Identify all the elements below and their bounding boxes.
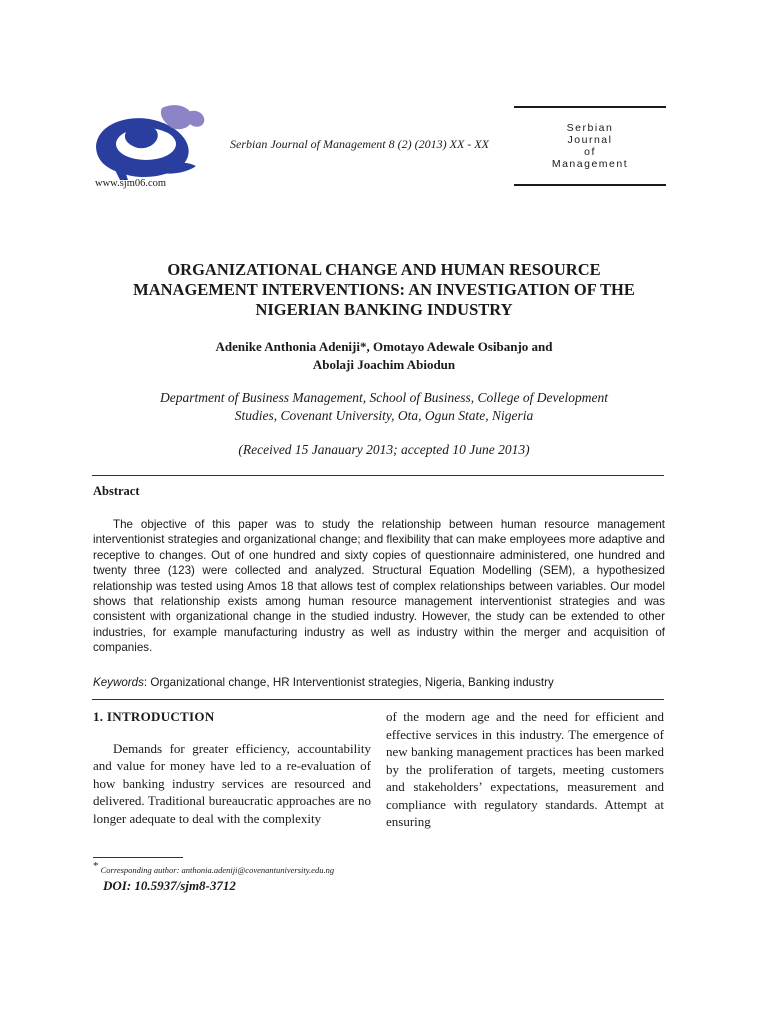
title-line: ORGANIZATIONAL CHANGE AND HUMAN RESOURCE: [167, 260, 601, 279]
journal-box-line: Journal: [567, 134, 613, 146]
left-column: [93, 708, 371, 827]
abstract-top-rule: [92, 475, 664, 476]
intro-paragraph: Demands for greater efficiency, accountability and value for money have led to a re-evaluation of how banking industry services are resourced and delivered. Traditional bureaucratic approaches are no longer adequate to deal with the complexity: [93, 740, 371, 826]
title-line: MANAGEMENT INTERVENTIONS: AN INVESTIGATION OF THE: [133, 280, 635, 299]
affiliation: [96, 389, 672, 425]
journal-name-box: [514, 106, 666, 186]
affiliation-line: Studies, Covenant University, Ota, Ogun State, Nigeria: [234, 408, 534, 423]
abstract-heading: Abstract: [93, 484, 140, 498]
footnote-rule: [93, 857, 183, 858]
keywords-label: Keywords: [93, 676, 144, 689]
received-dates: (Received 15 Janauary 2013; accepted 10 June 2013): [238, 442, 530, 457]
footnote-marker: *: [93, 860, 99, 872]
intro-paragraph-continued: of the modern age and the need for efficient and effective services in this industry. The emergence of new banking management practices has been marked by the proliferation of targets, meeting customers and stakeholders’ expectations, measurement and compliance with regulatory standards. Attempt at ensuring: [386, 709, 664, 829]
journal-box-line: Serbian: [566, 122, 614, 134]
paper-title: [96, 260, 672, 320]
abstract-text: The objective of this paper was to study the relationship between human resource management interventionist strategies and organizational change; and flexibility that can make employees more adaptive and receptive to changes. Out of one hundred and sixty copies of questionnaire administered, one hundred and twenty three (123) were collected and analyzed. Structural Equation Modelling (SEM), a hypothesized relationship was tested using Amos 18 that allows test of complex relationships between variables. Our model shows that relationship exists among human resource management interventionist strategies and was consistent with organizational change in the studied industry. However, the study can be extended to other industries, for example manufacturing industry as well as industry within the merger and acquisition of companies.: [93, 518, 665, 655]
footnote-text: Corresponding author: anthonia.adeniji@covenantuniversity.edu.ng: [100, 864, 335, 875]
journal-reference: Serbian Journal of Management 8 (2) (2013) XX - XX: [230, 137, 489, 151]
keywords-list: Organizational change, HR Interventionist strategies, Nigeria, Banking industry: [150, 676, 554, 689]
right-column: [386, 708, 664, 831]
author-line: Adenike Anthonia Adeniji*, Omotayo Adewale Osibanjo and: [215, 339, 553, 354]
journal-logo: [92, 102, 214, 184]
affiliation-line: Department of Business Management, School of Business, College of Development: [159, 390, 609, 405]
keywords-colon: :: [143, 676, 151, 689]
author-list: [96, 338, 672, 374]
abstract-bottom-rule: [92, 699, 664, 700]
author-line: Abolaji Joachim Abiodun: [312, 357, 456, 372]
journal-box-line: of: [584, 146, 596, 158]
website-url[interactable]: www.sjm06.com: [95, 178, 167, 189]
title-line: NIGERIAN BANKING INDUSTRY: [255, 300, 513, 319]
corresponding-author-footnote: [93, 860, 334, 875]
doi[interactable]: DOI: 10.5937/sjm8-3712: [103, 878, 236, 893]
journal-box-line: Management: [551, 158, 629, 170]
section-heading-introduction: 1. INTRODUCTION: [93, 709, 215, 724]
keywords: [93, 676, 665, 689]
